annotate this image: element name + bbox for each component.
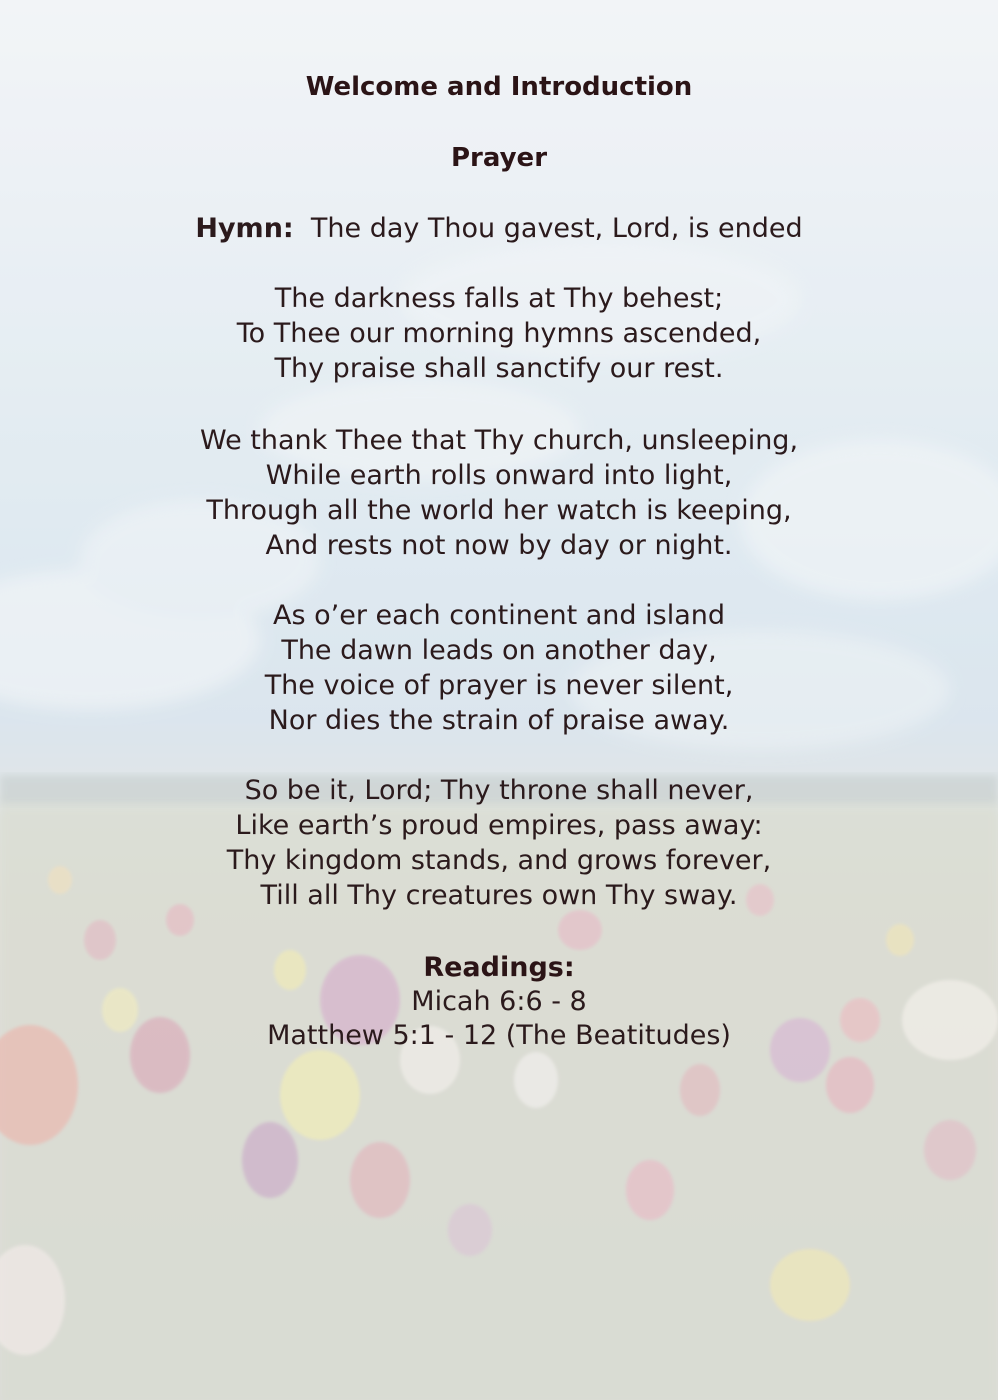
hymn-line: Thy kingdom stands, and grows forever, xyxy=(226,845,772,876)
reading-item: Micah 6:6 - 8 xyxy=(411,986,587,1017)
hymn-line: Through all the world her watch is keeping, xyxy=(206,495,792,526)
hymn-line: While earth rolls onward into light, xyxy=(265,460,733,491)
hymn-line: Nor dies the strain of praise away. xyxy=(268,705,730,736)
hymn-line: The darkness falls at Thy behest; xyxy=(274,283,724,314)
hymn-line: As o’er each continent and island xyxy=(272,600,726,631)
prayer-heading: Prayer xyxy=(450,143,548,173)
hymn-line: To Thee our morning hymns ascended, xyxy=(236,318,762,349)
hymn-line: Like earth’s proud empires, pass away: xyxy=(235,810,763,841)
hymn-line: The voice of prayer is never silent, xyxy=(264,670,734,701)
hymn-line: Thy praise shall sanctify our rest. xyxy=(274,353,724,384)
reading-item: Matthew 5:1 - 12 (The Beatitudes) xyxy=(267,1020,731,1051)
hymn-title-line xyxy=(0,213,998,244)
hymn-line: The dawn leads on another day, xyxy=(281,635,717,666)
hymn-title: The day Thou gavest, Lord, is ended xyxy=(310,213,803,244)
hymn-line: We thank Thee that Thy church, unsleeping, xyxy=(199,425,799,456)
hymn-line: So be it, Lord; Thy throne shall never, xyxy=(244,775,754,806)
hymn-line: Till all Thy creatures own Thy sway. xyxy=(260,880,738,911)
hymn-line: And rests not now by day or night. xyxy=(265,530,733,561)
readings-heading: Readings: xyxy=(423,952,575,983)
hymn-label: Hymn: xyxy=(195,213,294,244)
welcome-heading: Welcome and Introduction xyxy=(305,72,693,102)
